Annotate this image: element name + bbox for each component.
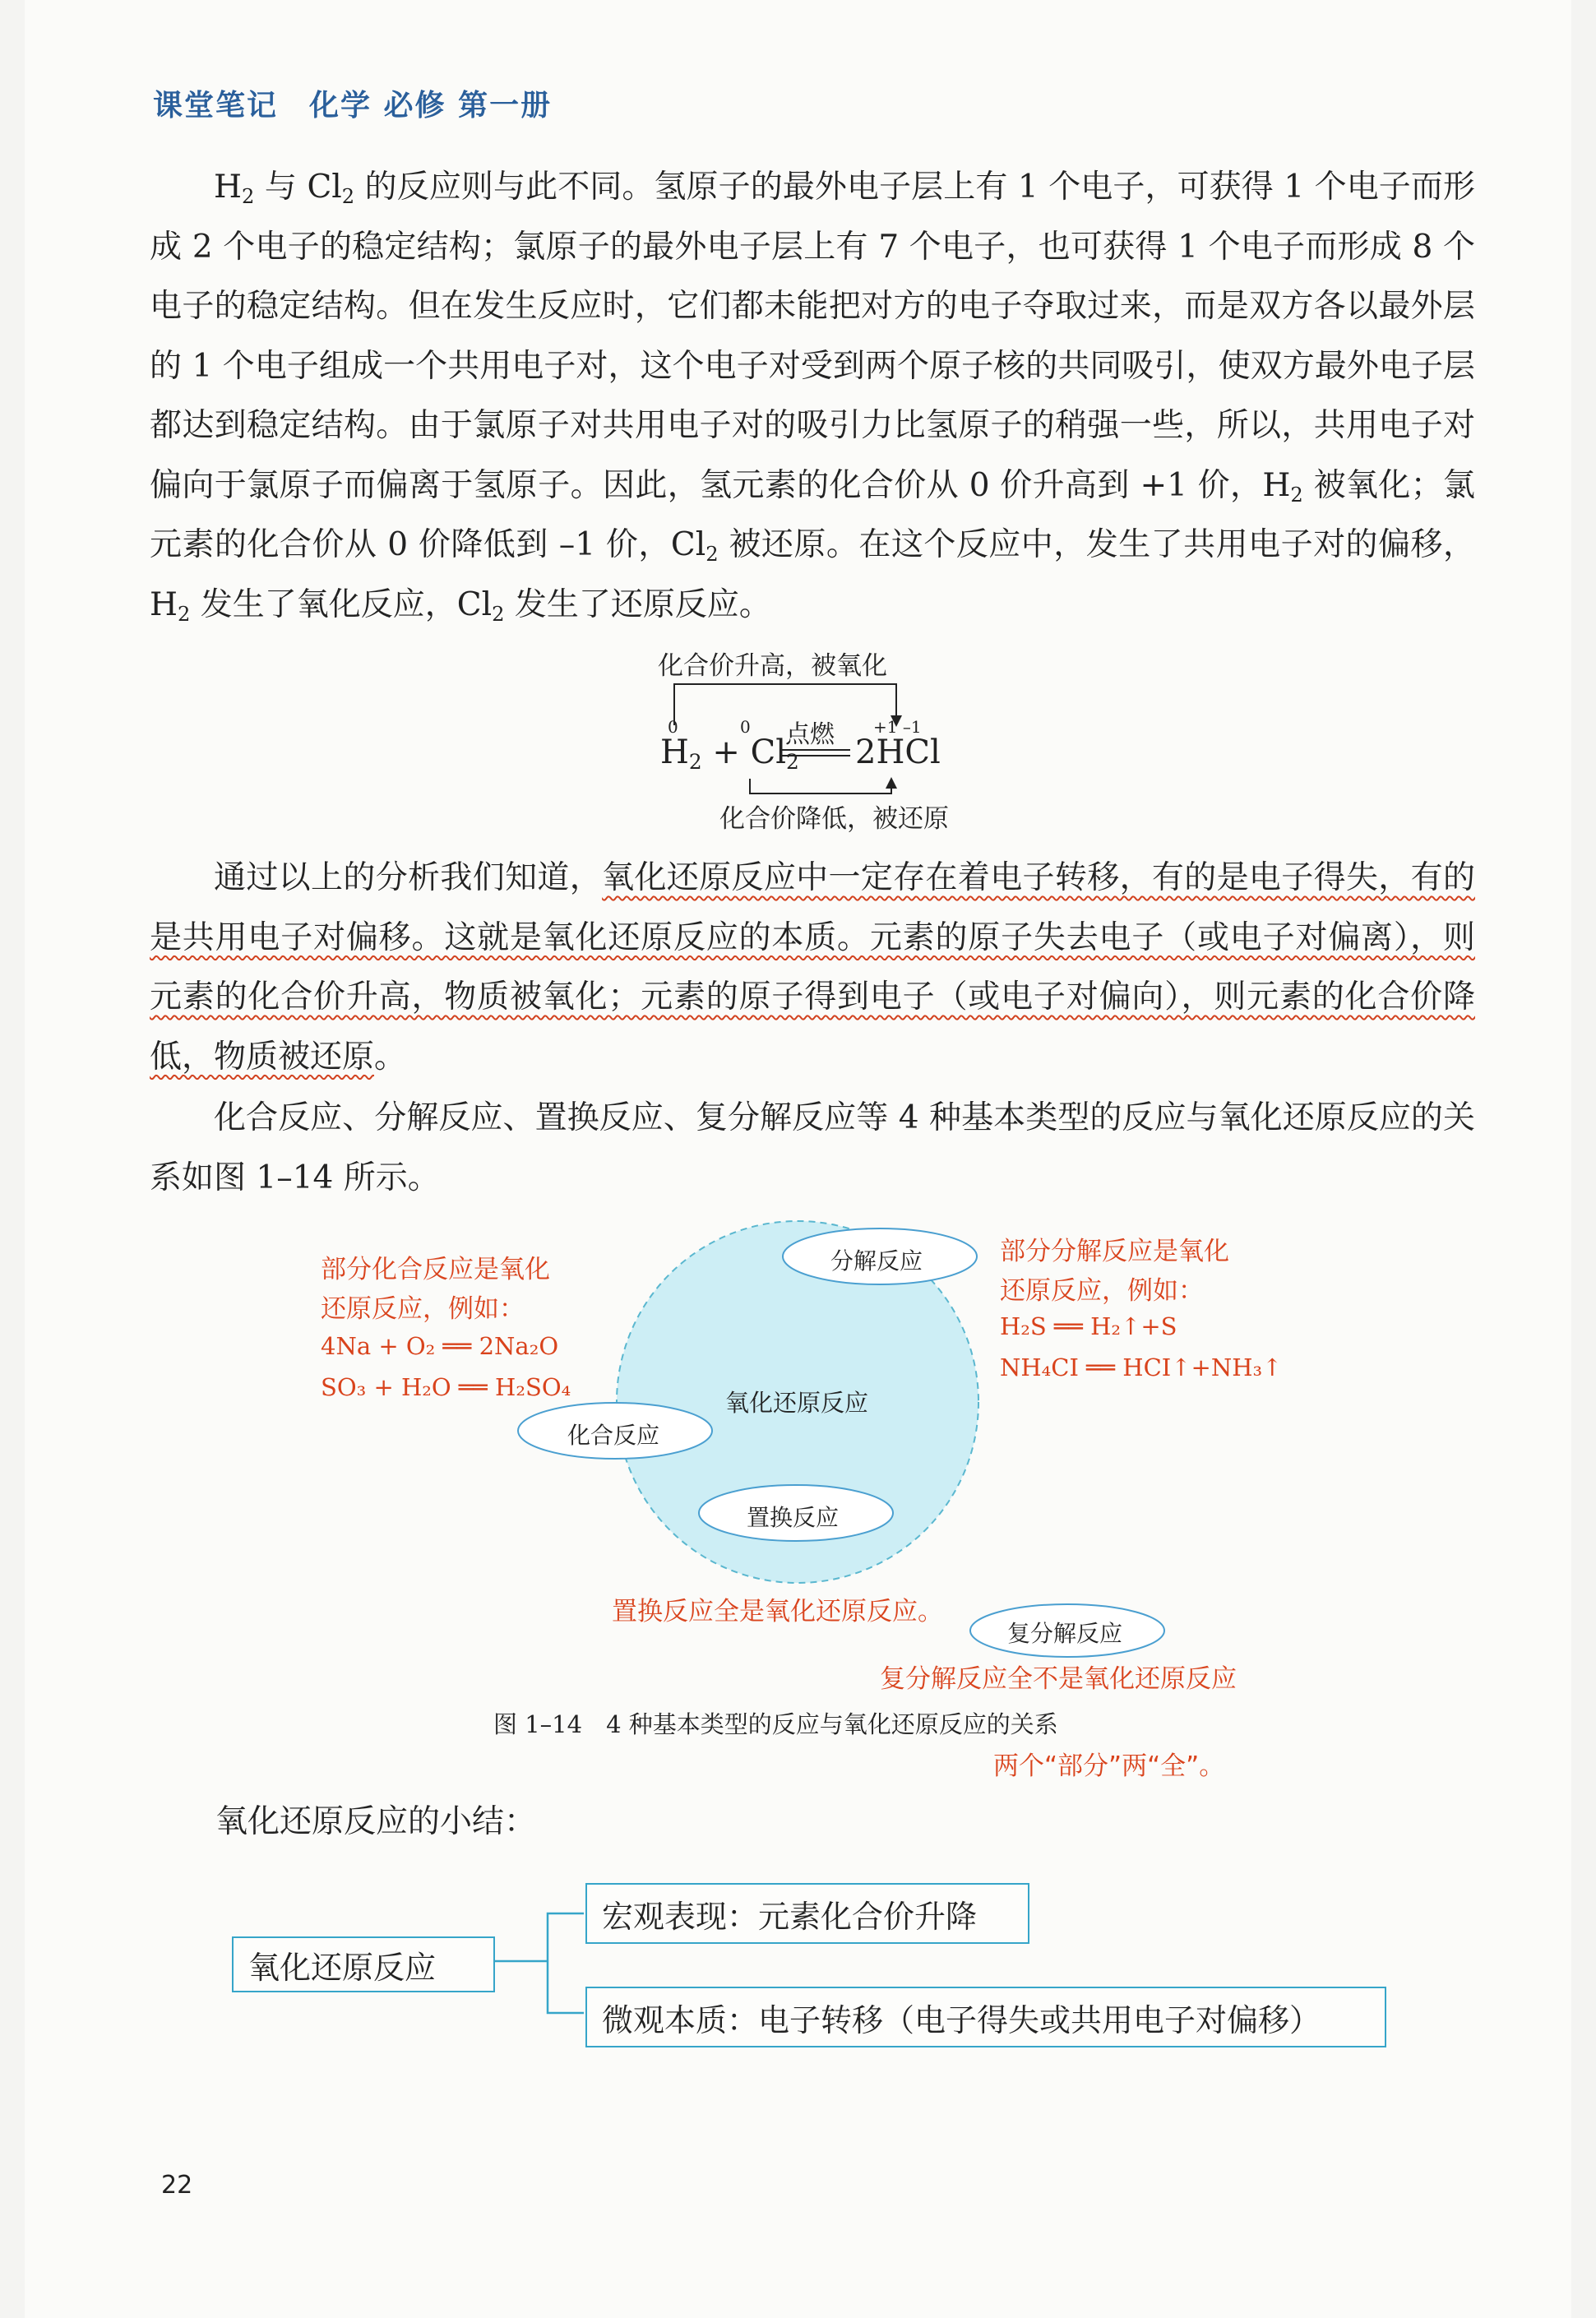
note-double-decomposition: 复分解反应全不是氧化还原反应 — [880, 1664, 1237, 1694]
note-decomposition-eq2: NH₄CI ══ HCI↑+NH₃↑ — [1000, 1353, 1283, 1381]
summary-micro-box: 微观本质：电子转移（电子得失或共用电子对偏移） — [585, 1987, 1386, 2047]
equals-sign — [779, 747, 854, 763]
paragraph-four-types: 化合反应、分解反应、置换反应、复分解反应等 4 种基本类型的反应与氧化还原反应的关系如图 1–14 所示。 — [150, 1099, 1475, 1196]
note-combination-line2: 还原反应，例如： — [321, 1294, 525, 1324]
note-combination-line1: 部分化合反应是氧化 — [321, 1255, 550, 1284]
product: 2HCl — [855, 733, 941, 771]
page-number: 22 — [161, 2171, 193, 2200]
summary-macro-box: 宏观表现：元素化合价升降 — [585, 1883, 1029, 1944]
figure-caption: 图 1–14 4 种基本类型的反应与氧化还原反应的关系 — [493, 1710, 1058, 1738]
ox-state-h: 0 — [668, 717, 678, 737]
ox-state-product: +1 –1 — [873, 717, 922, 737]
double-decomposition-label: 复分解反应 — [1007, 1620, 1123, 1647]
note-displacement: 置换反应全是氧化还原反应。 — [612, 1597, 943, 1626]
note-decomposition-line1: 部分分解反应是氧化 — [1000, 1237, 1229, 1266]
wavy-underlined-text: 氧化还原反应中一定存在着电子转移，有的是电子得失，有的是共用电子对偏移。这就是氧化还原反应的本质。元素的原子失去电子（或电子对偏离），则元素的化合价升高，物质被氧化；元素的原子得到电子（或电子对偏向），则元素的化合价降低，物质被还原 — [150, 859, 1475, 1076]
redox-circle-label: 氧化还原反应 — [725, 1389, 869, 1417]
ox-state-cl: 0 — [740, 717, 751, 737]
displacement-label: 置换反应 — [747, 1504, 840, 1531]
equation-line: $H_2 + Cl_2$ — [660, 733, 799, 774]
paragraph-h2-cl2: $H_2$ 与 $Cl_2$ 的反应则与此不同。氢原子的最外电子层上有 1 个电子，可获得 1 个电子而形成 2 个电子的稳定结构；氯原子的最外电子层上有 7 个电子，也可获得 1 个电子而形成 8 个电子的稳定结构。但在发生反应时，它们都未能把对方的电子夺取过来，而是双方各以最外层的 1 个电子组成一个共用电子对，这个电子对受到两个原子核的共同吸引，使双方最外电子层都达到稳定结构。由于氯原子对共用电子对的吸引力比氢原子的稍强一些，所以，共用电子对偏向于氯原子而偏离于氢原子。因此，氢元素的化合价从 0 价升高到 +1 价，$H_2$ 被氧化；氯元素的化合价从 0 价降低到 –1 价，$Cl_2$ 被还原。在这个反应中，发生了共用电子对的偏移，$H_2$ 发生了氧化反应，$Cl_2$ 发生了还原反应。 — [150, 169, 1475, 626]
reaction-condition: 点燃 — [785, 720, 835, 749]
summary-root-box: 氧化还原反应 — [232, 1936, 495, 1992]
combination-label: 化合反应 — [567, 1422, 660, 1449]
note-caption: 两个“部分”两“全”。 — [993, 1751, 1225, 1781]
summary-title: 氧化还原反应的小结： — [215, 1803, 537, 1840]
note-combination-eq1: 4Na + O₂ ══ 2Na₂O — [321, 1332, 559, 1360]
summary-connector — [490, 1908, 589, 2031]
note-combination-eq2: SO₃ + H₂O ══ H₂SO₄ — [321, 1373, 571, 1401]
reduction-label: 化合价降低，被还原 — [719, 804, 949, 834]
note-decomposition-line2: 还原反应，例如： — [1000, 1276, 1204, 1306]
note-decomposition-eq1: H₂S ══ H₂↑+S — [1000, 1312, 1177, 1340]
paragraph-essence: 通过以上的分析我们知道，氧化还原反应中一定存在着电子转移，有的是电子得失，有的是共用电子对偏移。这就是氧化还原反应的本质。元素的原子失去电子（或电子对偏离），则元素的化合价升高，物质被氧化；元素的原子得到电子（或电子对偏向），则元素的化合价降低，物质被还原。 — [150, 859, 1475, 1076]
oxidation-label: 化合价升高，被氧化 — [658, 651, 887, 681]
running-header: 课堂笔记 化学 必修 第一册 — [153, 89, 553, 123]
decomposition-label: 分解反应 — [830, 1247, 923, 1275]
